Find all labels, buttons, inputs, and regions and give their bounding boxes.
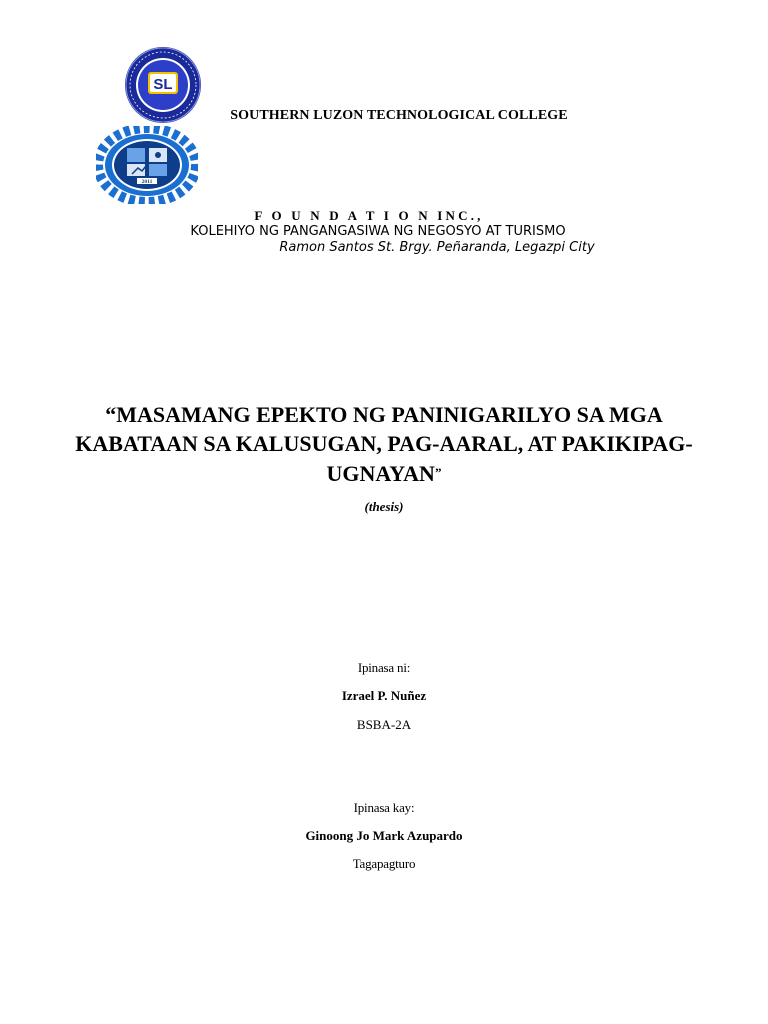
address: Ramon Santos St. Brgy. Peñaranda, Legazpi City — [279, 240, 595, 255]
foundation-line: F O U N D A T I O N INC., — [254, 208, 484, 223]
submitted-to-role: Tagapagturo — [352, 856, 416, 871]
submitted-to-label: Ipinasa kay: — [353, 800, 415, 815]
department-name: KOLEHIYO NG PANGANGASIWA NG NEGOSYO AT TURISMO — [190, 224, 566, 239]
submitted-to-name: Ginoong Jo Mark Azupardo — [305, 828, 463, 843]
department-logo-year: 2011 — [141, 179, 153, 185]
document-type: (thesis) — [364, 499, 404, 514]
title-text: MASAMANG EPEKTO NG PANINIGARILYO SA MGA KABATAAN SA KALUSUGAN, PAG-AARAL, AT PAKIKIPAG-UGNAYAN — [75, 402, 693, 486]
college-name: SOUTHERN LUZON TECHNOLOGICAL COLLEGE — [230, 108, 568, 123]
department-logo — [96, 126, 198, 204]
svg-text:SL: SL — [153, 76, 173, 93]
title-open-quote: “ — [105, 402, 117, 427]
submitted-by-section: BSBA-2A — [356, 717, 412, 732]
title-close-quote: ” — [434, 465, 442, 480]
submitted-by-label: Ipinasa ni: — [357, 660, 411, 675]
thesis-title — [60, 400, 708, 488]
submitted-by-name: Izrael P. Nuñez — [341, 688, 427, 703]
